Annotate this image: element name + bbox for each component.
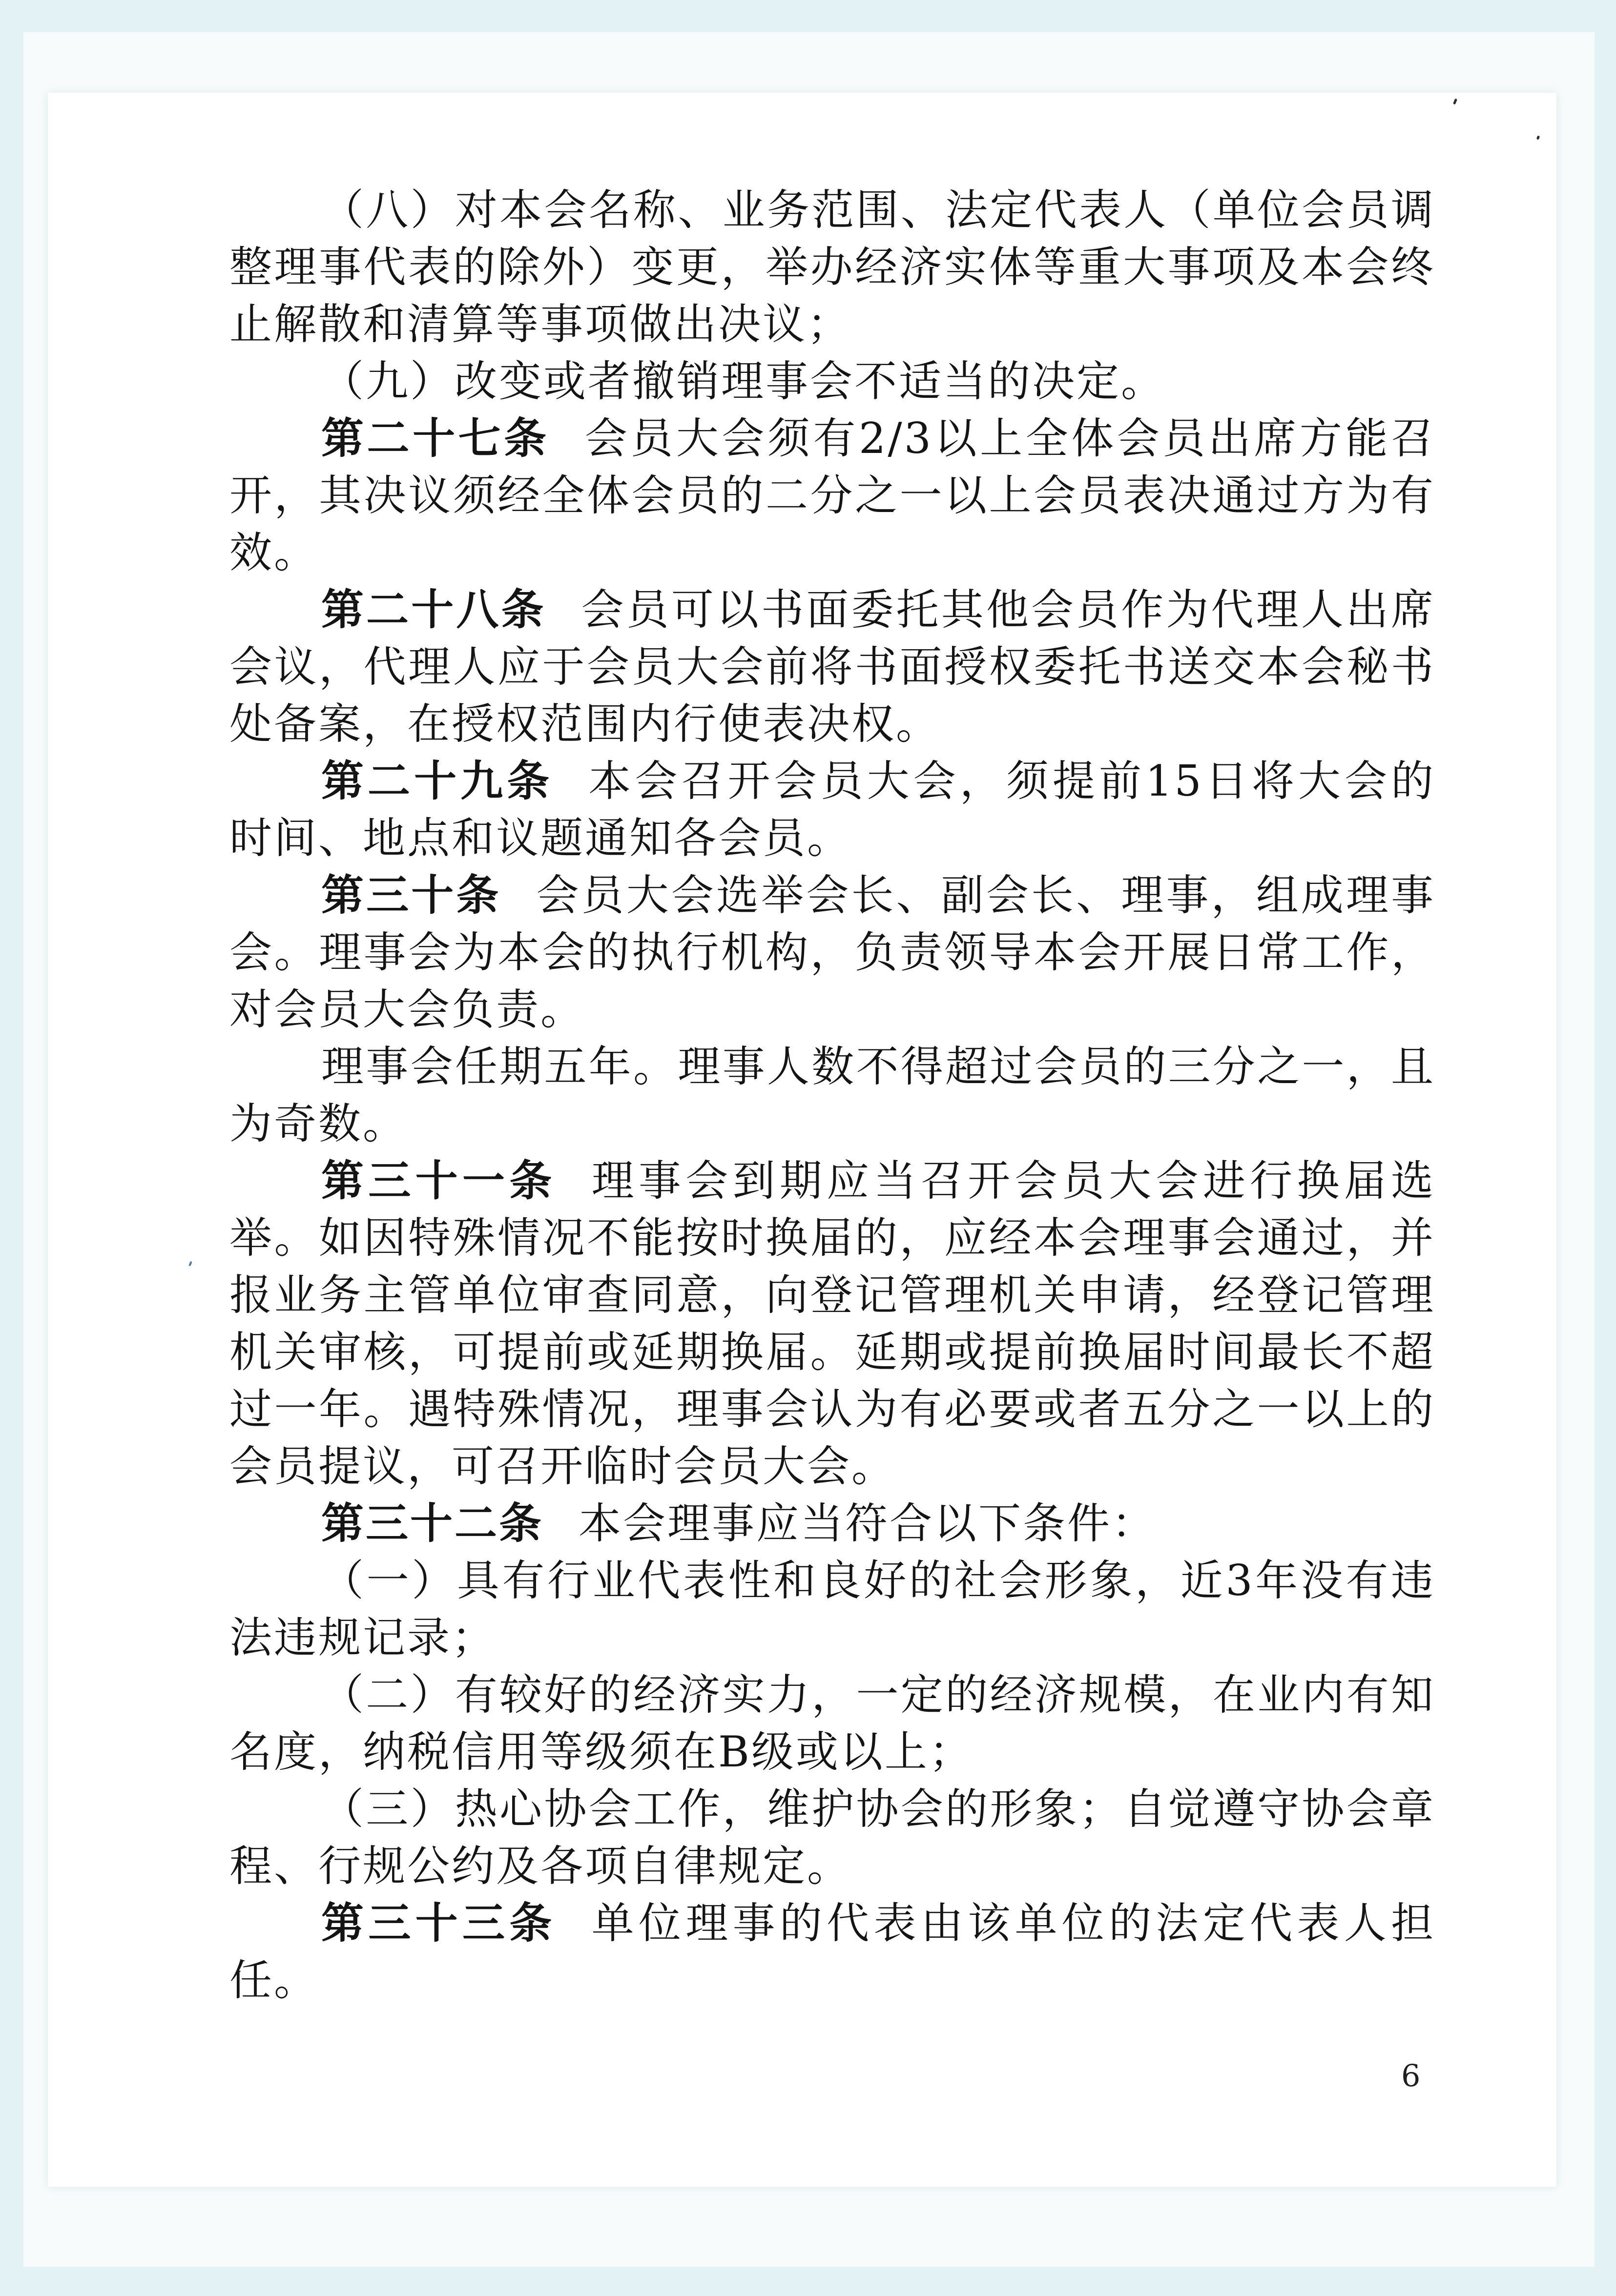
- article-text: 会员可以书面委托其他会员作为代理人出席会议，代理人应于会员大会前将书面授权委托书送交本会秘书处备案，在授权范围内行使表决权。: [229, 585, 1436, 749]
- article-text: 单位理事的代表由该单位的法定代表人担任。: [229, 1898, 1436, 2005]
- paragraph-item-9: [229, 353, 1435, 410]
- article-27: [229, 410, 1435, 581]
- article-number: 第二十八条: [321, 585, 546, 635]
- condition-item-1: [229, 1552, 1435, 1666]
- article-text: 本会召开会员大会，须提前15日将大会的时间、地点和议题通知各会员。: [229, 756, 1436, 863]
- article-text: 本会理事应当符合以下条件：: [579, 1498, 1156, 1548]
- article-31: [229, 1152, 1435, 1495]
- paragraph-item-8: [229, 182, 1435, 353]
- article-text: 会员大会须有2/3以上全体会员出席方能召开，其决议须经全体会员的二分之一以上会员表决通过方为有效。: [229, 413, 1436, 577]
- article-28: [229, 581, 1435, 753]
- paragraph-text: （三）热心协会工作，维护协会的形象；自觉遵守协会章程、行规公约及各项自律规定。: [229, 1784, 1435, 1891]
- paragraph-text: 理事会任期五年。理事人数不得超过会员的三分之一，且为奇数。: [229, 1042, 1435, 1148]
- article-text: 会员大会选举会长、副会长、理事，组成理事会。理事会为本会的执行机构，负责领导本会开展日常工作，对会员大会负责。: [229, 870, 1436, 1034]
- paragraph-text: （九）改变或者撤销理事会不适当的决定。: [321, 356, 1165, 406]
- paragraph-text: （八）对本会名称、业务范围、法定代表人（单位会员调整理事代表的除外）变更，举办经济实体等重大事项及本会终止解散和清算等事项做出决议；: [229, 185, 1435, 349]
- document-body: [229, 182, 1435, 2009]
- condition-item-3: [229, 1781, 1435, 1895]
- article-number: 第二十七条: [321, 413, 550, 463]
- council-term-paragraph: [229, 1038, 1435, 1152]
- article-30: [229, 867, 1435, 1038]
- paragraph-text: （二）有较好的经济实力，一定的经济规模，在业内有知名度，纳税信用等级须在B级或以上；: [229, 1670, 1435, 1777]
- article-number: 第三十二条: [321, 1498, 543, 1548]
- article-32: [229, 1495, 1435, 1552]
- article-29: [229, 753, 1435, 867]
- page-number: 6: [1401, 2058, 1421, 2093]
- article-number: 第二十九条: [321, 756, 554, 806]
- article-number: 第三十条: [321, 870, 501, 920]
- article-number: 第三十三条: [321, 1898, 557, 1948]
- paragraph-text: （一）具有行业代表性和良好的社会形象，近3年没有违法违规记录；: [229, 1556, 1435, 1662]
- article-number: 第三十一条: [321, 1156, 557, 1206]
- article-33: [229, 1895, 1435, 2009]
- condition-item-2: [229, 1666, 1435, 1781]
- article-text: 理事会到期应当召开会员大会进行换届选举。如因特殊情况不能按时换届的，应经本会理事会通过，并报业务主管单位审查同意，向登记管理机关申请，经登记管理机关审核，可提前或延期换届。延期或提前换届时间最长不超过一年。遇特殊情况，理事会认为有必要或者五分之一以上的会员提议，可召开临时会员大会。: [229, 1156, 1436, 1491]
